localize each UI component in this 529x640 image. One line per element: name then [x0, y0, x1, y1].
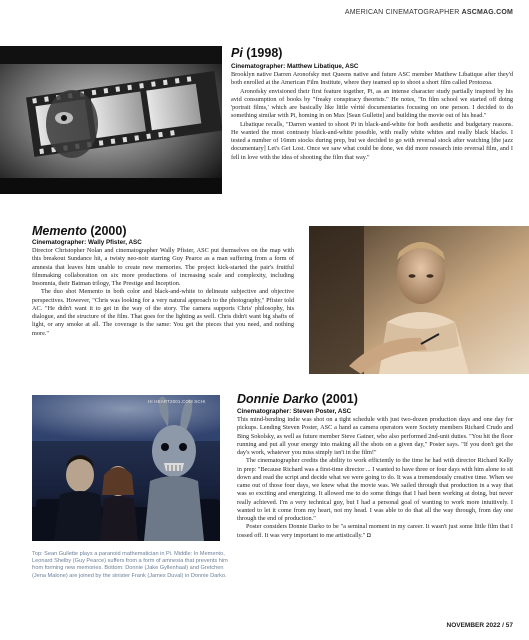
page-number: 57: [505, 622, 513, 629]
memento-paragraph: The duo shot Memento in both color and black-and-white to delineate subjective and objective perspectives. However, "Chris was looking for a very natural approach to the photography," Pfister told AC. "He didn't want it to get in the way of the story. The camera supports Chris' philosophy, his dialogue, and the structure of the film. That goes for the lighting as well. Chris didn't want big shafts of light, or any smoke at all. The coverage is the same: You get the pieces that you need, and nothing more.": [32, 288, 294, 337]
donnie-darko-paragraph: This mind-bending indie was shot on a tight schedule with just two-dozen production days and one day for pickups. Lending Steven Poster, ASC a hand as camera operators were Society members Richard Crudo and Bing Sokolsky, as well as future member Steve Gainer, who also performed 2nd-unit duties. "You hit the floor running and put all your energy into making all the shots on a given day," Poster says. "If you don't get the day's work, whatever you miss simply isn't in the film!": [237, 416, 513, 456]
pi-body: [231, 71, 513, 162]
footer-separator: /: [502, 622, 506, 629]
photo-caption: Top: Sean Gullette plays a paranoid mathematician in Pi. Middle: In Memento, Leonard Shelby (Guy Pearce) suffers from a form of amnesia that prevents him from forming new memories. Bottom: Donnie (Jake Gyllenhaal) and Gretchen (Jena Malone) are joined by the sinister Frank (James Duval) in Donnie Darko.: [32, 551, 228, 579]
donnie-darko-credit: Cinematographer: Steven Poster, ASC: [237, 408, 352, 415]
donnie-darko-body: [237, 416, 513, 540]
page-footer: [447, 622, 514, 629]
pi-still-photo: [0, 46, 222, 194]
pi-title: Pi (1998): [231, 46, 283, 60]
pi-credit: Cinematographer: Matthew Libatique, ASC: [231, 63, 359, 70]
pi-paragraph: Libatique recalls, "Darren wanted to shoot Pi in black-and-white for both aesthetic and budgetary reasons. He wanted the most contrasty black-and-white possible, with really white whites and really black blacks. I tested a number of 16mm stocks during prep, but we decided to go with reversal stock after watching [the jazz documentary] Let's Get Lost. Once we saw what could be done, we did more research into reversal film, and I fell in love with the idea of shooting the film that way.": [231, 120, 513, 161]
photo-watermark: HI HEART2001.COM SCHI: [148, 399, 206, 404]
site-url: ASCMAG.COM: [461, 9, 513, 16]
memento-paragraph: Director Christopher Nolan and cinematographer Wally Pfister, ASC put themselves on the map with this breakout Sundance hit, a twisty neo-noir starring Guy Pearce as a man suffering from a form of amnesia that leaves him unable to create new memories. The project kick-started the pair's fruitful filmmaking collaboration on six more productions of increasing scale and complexity, including Insomnia, their Batman trilogy, The Prestige and Inception.: [32, 247, 294, 287]
issue-date: NOVEMBER 2022: [446, 622, 501, 629]
donnie-darko-paragraph: Poster considers Donnie Darko to be "a seminal moment in my career. It wasn't just some little film that I tossed off. It was very important to me artistically." ◘: [237, 523, 513, 539]
memento-still-photo: [309, 226, 529, 374]
pi-paragraph: Brooklyn native Darren Aronofsky met Queens native and future ASC member Matthew Libatique after they'd both enrolled at the American Film Institute, where they teamed up to shoot a short film called Protozoa.: [231, 71, 513, 87]
memento-title: Memento (2000): [32, 224, 127, 238]
donnie-darko-title: Donnie Darko (2001): [237, 392, 358, 406]
memento-body: [32, 247, 294, 338]
pi-paragraph: Aronofsky envisioned their first feature together, Pi, as an intense character study partially inspired by his avid consumption of books by "freaky conspiracy theorists." He notes, "In film school we started off doing 'portrait films,' which are basically like little vérité documentaries focusing on one person. I decided to do something similar with Pi, homing in on Max [Sean Gullette] and building the movie out of his head.": [231, 87, 513, 120]
donnie-darko-still-photo: [32, 395, 220, 541]
publication-name: AMERICAN CINEMATOGRAPHER: [344, 9, 460, 16]
running-head: [345, 9, 513, 16]
donnie-darko-paragraph: The cinematographer credits the ability to work efficiently to the time he had with director Richard Kelly in prep: "Because Richard was a first-time director ... I wanted to have three or four days with him alone to sit down and read the script and decide what we were going to do. It was a tremendously creative time. When we came out of those four days, we knew what the movie was. We sailed through that production in a way that was so exciting and energizing. It allowed me to do some things that I had been working at doing, but never really achieved. I'm a very technical guy, but I had a personal goal of wanting to work more intuitively. I wanted to let it come from my heart, not my head. I was able to do that all the way through, from day one through the end of production.": [237, 457, 513, 522]
memento-credit: Cinematographer: Wally Pfister, ASC: [32, 239, 142, 246]
